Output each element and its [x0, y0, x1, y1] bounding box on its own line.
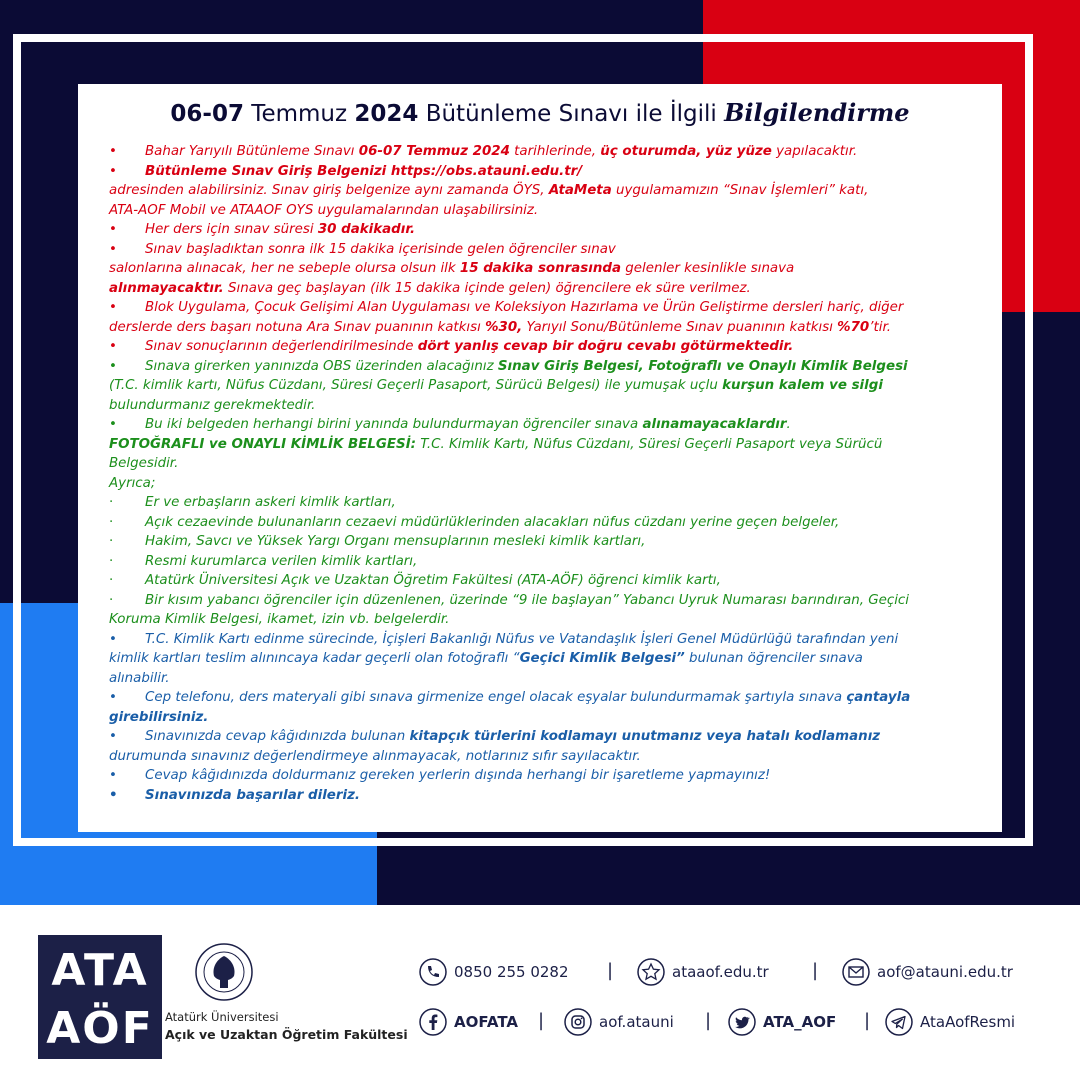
university-name: Atatürk Üniversitesi — [165, 1010, 279, 1024]
separator: | — [607, 960, 614, 981]
bullet-line: • Cep telefonu, ders materyali gibi sınava girmenize engel olacak eşyalar bulundurmamak şartıyla sınava çantayla — [109, 690, 911, 705]
separator: | — [812, 960, 819, 981]
bullet-line: • Her ders için sınav süresi 30 dakikadır. — [109, 220, 969, 240]
text-line: Koruma Kimlik Belgesi, ikamet, izin vb. belgelerdir. — [109, 612, 450, 627]
text-line: (T.C. kimlik kartı, Nüfus Cüzdanı, Süresi Geçerli Pasaport, Sürücü Belgesi) ile yumuşak uçlu kurşun kalem ve silgi — [109, 378, 883, 393]
mail-icon — [841, 957, 871, 987]
contact-email[interactable] — [841, 957, 1013, 987]
bullet-line: • Sınav sonuçlarının değerlendirilmesinde dört yanlış cevap bir doğru cevabı götürmektedir. — [109, 337, 969, 357]
social-telegram[interactable] — [884, 1007, 1015, 1037]
bullet: • — [109, 241, 117, 257]
bullet: • — [109, 144, 117, 159]
separator: | — [705, 1010, 712, 1031]
title-rest: Bütünleme Sınavı ile İlgili — [425, 101, 717, 127]
facebook-icon — [418, 1007, 448, 1037]
bullet-line: • Sınavınızda başarılar dileriz. — [109, 787, 360, 803]
title-month: Temmuz — [251, 101, 348, 127]
telegram-icon — [884, 1007, 914, 1037]
list-item: · Bir kısım yabancı öğrenciler için düzenlenen, üzerinde “9 ile başlayan” Yabancı Uyruk Numarası barındıran, Geçici — [109, 592, 909, 608]
bullet-line: • Bu iki belgeden herhangi birini yanında bulundurmayan öğrenciler sınava alınamayacaklardır. — [109, 415, 969, 435]
twitter-icon — [727, 1007, 757, 1037]
text-line: bulundurmanız gerekmektedir. — [109, 397, 316, 413]
list-item: · Açık cezaevinde bulunanların cezaevi müdürlüklerinden alacakları nüfus cüzdanı yerine geçen belgeler, — [109, 514, 840, 530]
bullet-line: • Bütünleme Sınav Giriş Belgenizi https://obs.atauni.edu.tr/ — [109, 162, 969, 182]
logo-text-top: ATA — [51, 945, 149, 996]
text-line: FOTOĞRAFLI ve ONAYLI KİMLİK BELGESİ: T.C. Kimlik Kartı, Nüfus Cüzdanı, Süresi Geçerli Pasaport veya Sürücü — [109, 436, 883, 452]
phone-number: 0850 255 0282 — [454, 963, 569, 981]
contact-website[interactable] — [636, 957, 769, 987]
facebook-handle[interactable]: AOFATA — [454, 1013, 519, 1031]
text-line: girebilirsiniz. — [109, 709, 209, 725]
twitter-handle[interactable]: ATA_AOF — [763, 1013, 837, 1031]
text-line: derslerde ders başarı notuna Ara Sınav puanının katkısı %30, Yarıyıl Sonu/Bütünleme Sınav puanının katkısı %70’tir. — [109, 319, 891, 335]
text-line: kimlik kartları teslim alınıncaya kadar geçerli olan fotoğraflı “Geçici Kimlik Belgesi” bulunan öğrenciler sınava — [109, 651, 863, 666]
university-seal-icon — [194, 942, 254, 1002]
bullet: • — [109, 417, 117, 432]
title-dates: 06-07 — [170, 101, 244, 127]
bullet: • — [109, 339, 117, 354]
text-line: alınabilir. — [109, 670, 170, 686]
bullet-line: • Blok Uygulama, Çocuk Gelişimi Alan Uygulaması ve Koleksiyon Hazırlama ve Ürün Geliştirme dersleri hariç, diğer — [109, 298, 969, 318]
logo-text-bottom: AÖF — [46, 1003, 154, 1054]
bullet-line: • T.C. Kimlik Kartı edinme sürecinde, İçişleri Bakanlığı Nüfus ve Vatandaşlık İşleri Genel Müdürlüğü tarafından yeni — [109, 631, 899, 647]
title-script-word: Bilgilendirme — [724, 98, 910, 127]
title-year: 2024 — [354, 101, 419, 127]
list-item: · Atatürk Üniversitesi Açık ve Uzaktan Öğretim Fakültesi (ATA-AÖF) öğrenci kimlik kartı, — [109, 573, 721, 588]
text-line: Ayrıca; — [109, 475, 156, 491]
email-link[interactable]: aof@atauni.edu.tr — [877, 963, 1013, 981]
instagram-icon — [563, 1007, 593, 1037]
telegram-handle[interactable]: AtaAofResmi — [920, 1013, 1016, 1031]
faculty-name: Açık ve Uzaktan Öğretim Fakültesi — [165, 1027, 408, 1042]
contact-phone[interactable] — [418, 957, 569, 987]
text-line: ATA-AOF Mobil ve ATAAOF OYS uygulamalarından ulaşabilirsiniz. — [109, 202, 539, 218]
bullet-line: • Cevap kâğıdınızda doldurmanız gereken yerlerin dışında herhangi bir işaretleme yapmayınız! — [109, 768, 771, 783]
phone-icon — [418, 957, 448, 987]
social-twitter[interactable] — [727, 1007, 836, 1037]
page-title — [78, 98, 1002, 127]
bullet-line: • Sınav başladıktan sonra ilk 15 dakika içerisinde gelen öğrenciler sınav — [109, 240, 969, 260]
list-item: · Resmi kurumlarca verilen kimlik kartları, — [109, 553, 418, 569]
text-line: durumunda sınavınız değerlendirmeye alınmayacak, notlarınız sıfır sayılacaktır. — [109, 748, 641, 764]
text-line: Belgesidir. — [109, 456, 179, 471]
list-item: · Er ve erbaşların askeri kimlik kartları, — [109, 495, 396, 510]
bullet: • — [109, 163, 117, 179]
list-item: · Hakim, Savcı ve Yüksek Yargı Organı mensuplarının mesleki kimlik kartları, — [109, 534, 646, 549]
bullet-line: • Sınava girerken yanınızda OBS üzerinden alacağınız Sınav Giriş Belgesi, Fotoğraflı ve Onaylı Kimlik Belgesi — [109, 357, 969, 377]
star-icon — [636, 957, 666, 987]
bullet: • — [109, 358, 117, 374]
bullet: • — [109, 300, 117, 315]
bullet: • — [109, 222, 117, 237]
social-instagram[interactable] — [563, 1007, 674, 1037]
bullet-line: • Sınavınızda cevap kâğıdınızda bulunan kitapçık türlerini kodlamayı unutmanız veya hatalı kodlamanız — [109, 729, 881, 744]
website-link[interactable]: ataaof.edu.tr — [672, 963, 769, 981]
text-line: salonlarına alınacak, her ne sebeple olursa olsun ilk 15 dakika sonrasında gelenler kesinlikle sınava — [109, 261, 795, 276]
announcement-body — [109, 142, 969, 805]
separator: | — [538, 1010, 545, 1031]
social-facebook[interactable] — [418, 1007, 518, 1037]
text-line: adresinden alabilirsiniz. Sınav giriş belgenize aynı zamanda ÖYS, AtaMeta uygulamamızın “Sınav İşlemleri” katı, — [109, 183, 869, 198]
bullet-line: • Bahar Yarıyılı Bütünleme Sınavı 06-07 Temmuz 2024 tarihlerinde, üç oturumda, yüz yüze yapılacaktır. — [109, 142, 969, 162]
text-line: alınmayacaktır. Sınava geç başlayan (ilk 15 dakika içinde gelen) öğrencilere ek süre verilmez. — [109, 280, 751, 296]
separator: | — [864, 1010, 871, 1031]
instagram-handle[interactable]: aof.atauni — [599, 1013, 674, 1031]
